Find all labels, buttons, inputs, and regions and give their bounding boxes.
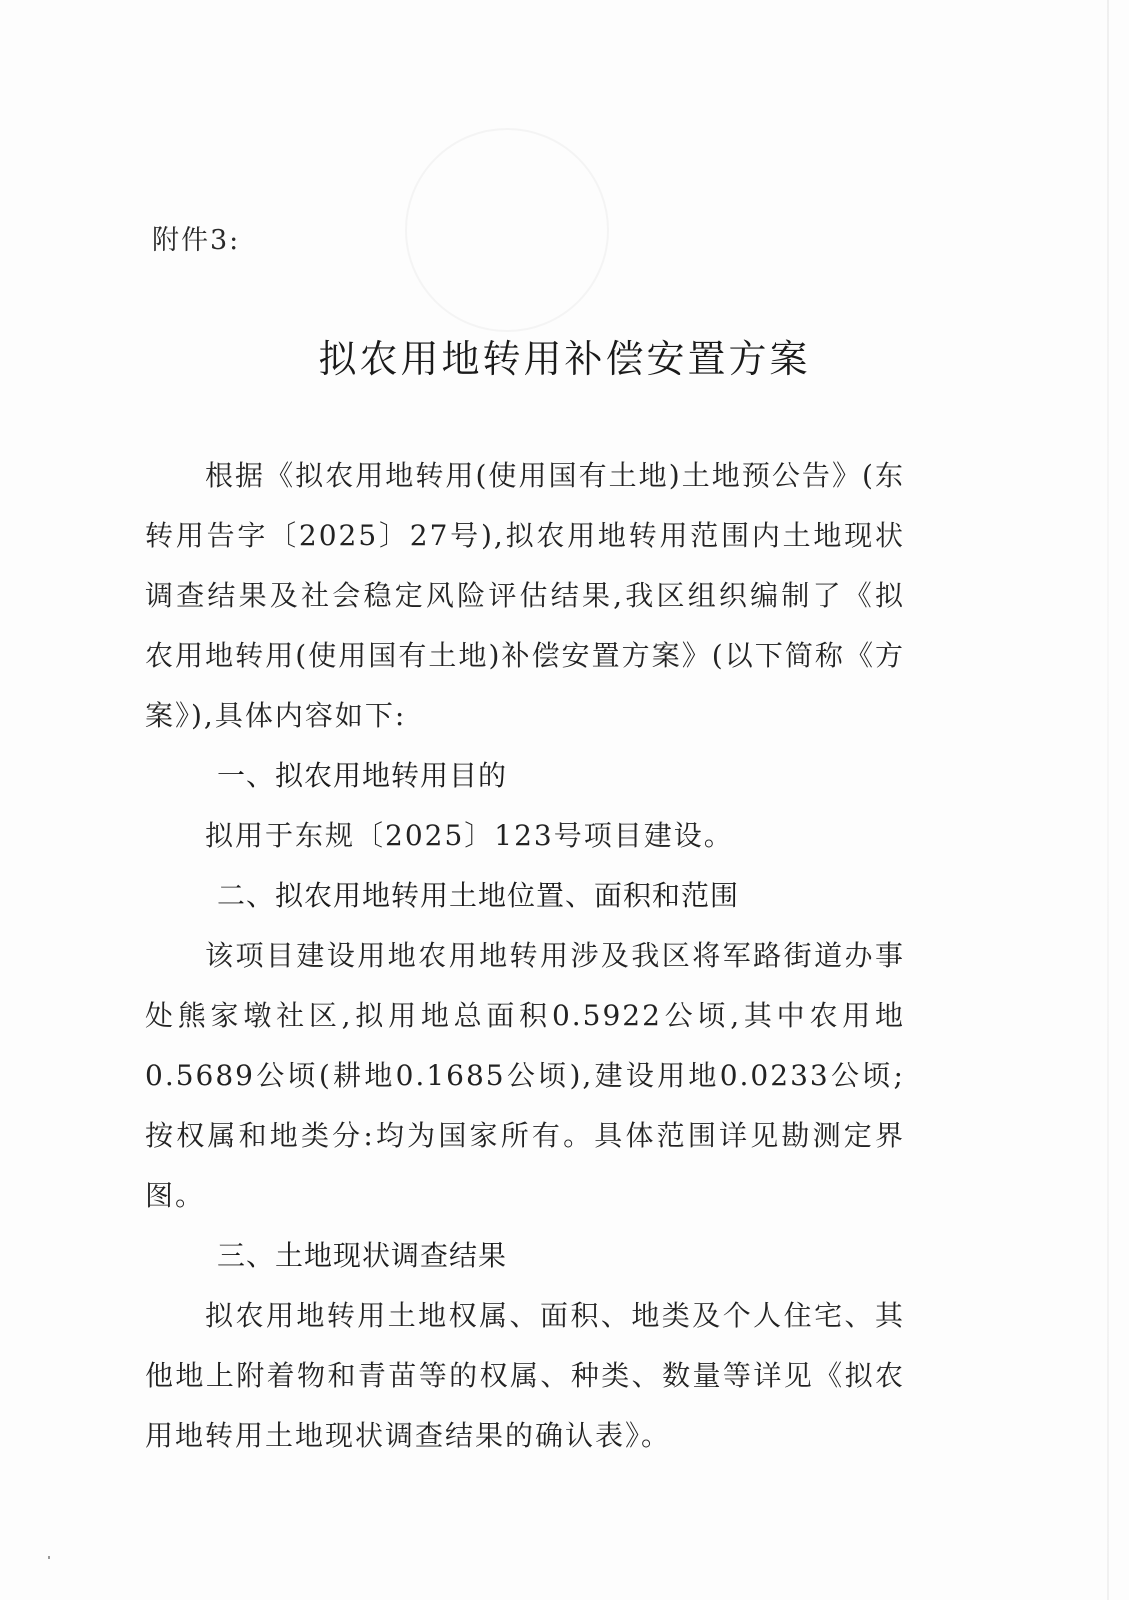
- attachment-label: 附件3:: [152, 225, 241, 256]
- page-title: 拟农用地转用补偿安置方案: [318, 337, 811, 381]
- section-text-location: 该项目建设用地农用地转用涉及我区将军路街道办事处熊家墩社区,拟用地总面积0.5922公顷,其中农用地0.5689公顷(耕地0.1685公顷),建设用地0.0233公顷;按权属和地类分:均为国家所有。具体范围详见勘测定界图。: [145, 939, 905, 1212]
- intro-paragraph: 根据《拟农用地转用(使用国有土地)土地预公告》(东转用告字〔2025〕27号),拟农用地转用范围内土地现状调查结果及社会稳定风险评估结果,我区组织编制了《拟农用地转用(使用国有土地)补偿安置方案》(以下简称《方案》),具体内容如下:: [145, 459, 905, 732]
- faint-seal-impression: [405, 128, 609, 332]
- scan-speck: [48, 1556, 50, 1559]
- section-text-survey: 拟农用地转用土地权属、面积、地类及个人住宅、其他地上附着物和青苗等的权属、种类、数量等详见《拟农用地转用土地现状调查结果的确认表》。: [145, 1299, 905, 1452]
- scan-edge: [1107, 0, 1109, 1600]
- document-body: [145, 446, 905, 1466]
- section-heading-survey: 三、土地现状调查结果: [217, 1239, 508, 1272]
- section-heading-purpose: 一、拟农用地转用目的: [217, 759, 508, 792]
- section-heading-location: 二、拟农用地转用土地位置、面积和范围: [217, 879, 740, 912]
- section-text-purpose: 拟用于东规〔2025〕123号项目建设。: [205, 819, 734, 852]
